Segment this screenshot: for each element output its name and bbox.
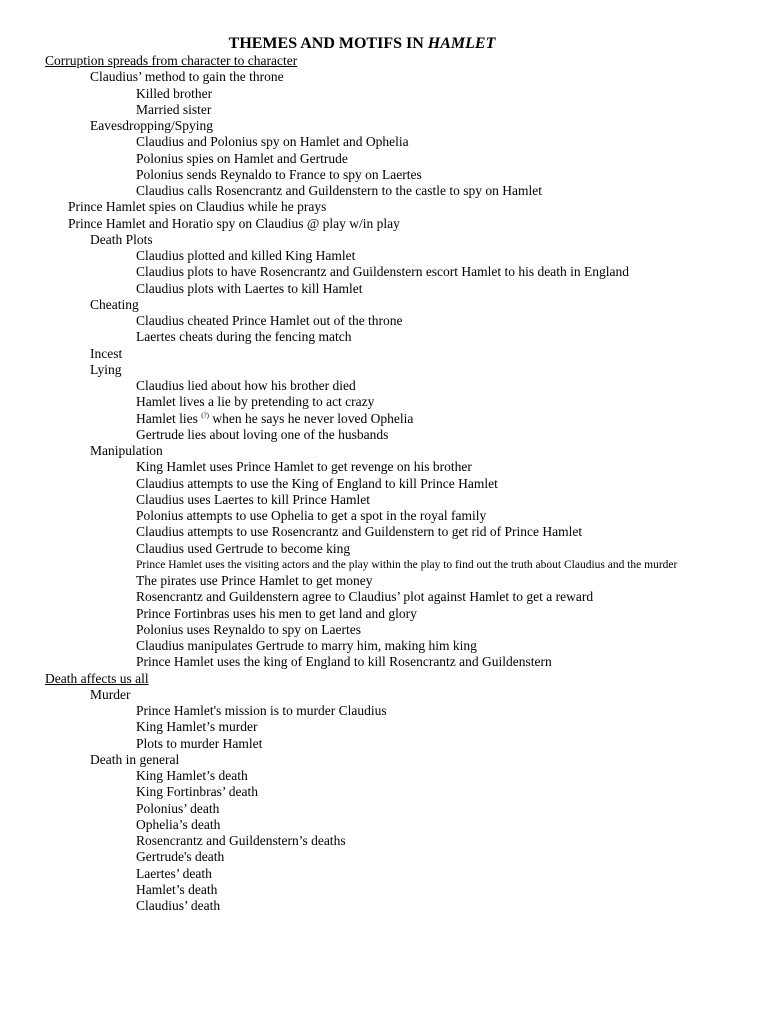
subheading-manipulation: Manipulation — [90, 443, 163, 458]
subheading-death-plots: Death Plots — [90, 231, 153, 247]
list-item: King Hamlet uses Prince Hamlet to get revenge on his brother — [136, 459, 472, 475]
subheading-murder: Murder — [90, 686, 131, 702]
title-prefix: THEMES AND MOTIFS IN — [228, 35, 428, 52]
list-item: Hamlet lies (?) when he says he never loved Ophelia — [136, 410, 414, 426]
list-item: Prince Hamlet spies on Claudius while he prays — [68, 199, 327, 215]
list-item: Hamlet’s death — [136, 881, 218, 897]
section-heading-death: Death affects us all — [45, 670, 149, 686]
list-item: Polonius’ death — [136, 800, 220, 816]
list-item: Claudius cheated Prince Hamlet out of the throne — [136, 313, 403, 328]
list-item: Prince Hamlet and Horatio spy on Claudius @ play w/in play — [68, 215, 400, 231]
list-item: Prince Fortinbras uses his men to get land and glory — [136, 605, 417, 621]
list-item: Prince Hamlet uses the visiting actors and the play within the play to find out the truth about Claudius and the murder — [136, 558, 678, 571]
list-item: Claudius and Polonius spy on Hamlet and Ophelia — [136, 134, 409, 150]
list-item: Married sister — [136, 101, 212, 117]
list-item: Claudius attempts to use Rosencrantz and Guildenstern to get rid of Prince Hamlet — [136, 524, 583, 540]
list-item: The pirates use Prince Hamlet to get money — [136, 573, 373, 588]
list-item: Claudius’ death — [136, 898, 221, 913]
list-item: Polonius sends Reynaldo to France to spy on Laertes — [136, 166, 422, 182]
subheading-cheating: Cheating — [90, 296, 139, 312]
question-superscript: (?) — [201, 411, 210, 419]
list-item: King Hamlet’s death — [136, 768, 248, 783]
section-heading-corruption: Corruption spreads from character to character — [45, 53, 298, 68]
list-item: Laertes cheats during the fencing match — [136, 329, 352, 345]
list-item: Claudius manipulates Gertrude to marry him, making him king — [136, 638, 477, 653]
title-play-name: HAMLET — [427, 35, 496, 52]
subheading-lying: Lying — [90, 361, 122, 377]
list-item: Claudius plotted and killed King Hamlet — [136, 248, 356, 263]
list-item: Claudius used Gertrude to become king — [136, 540, 351, 556]
list-item: Claudius uses Laertes to kill Prince Hamlet — [136, 491, 370, 507]
list-item: Claudius plots to have Rosencrantz and Guildenstern escort Hamlet to his death in England — [136, 264, 630, 280]
list-item: Claudius lied about how his brother died — [136, 378, 356, 393]
list-item: Polonius attempts to use Ophelia to get a spot in the royal family — [136, 508, 487, 523]
list-item: Claudius plots with Laertes to kill Hamlet — [136, 280, 363, 296]
list-item: King Hamlet’s murder — [136, 719, 258, 735]
list-item: Prince Hamlet uses the king of England to kill Rosencrantz and Guildenstern — [136, 654, 552, 670]
list-item: Plots to murder Hamlet — [136, 735, 263, 751]
list-item: Rosencrantz and Guildenstern agree to Claudius’ plot against Hamlet to get a reward — [136, 589, 594, 605]
list-item: Gertrude lies about loving one of the husbands — [136, 426, 389, 442]
list-item: King Fortinbras’ death — [136, 784, 258, 800]
list-item: Gertrude's death — [136, 849, 225, 865]
list-item: Rosencrantz and Guildenstern’s deaths — [136, 833, 346, 848]
list-item: Ophelia’s death — [136, 816, 221, 832]
themes-outline — [45, 53, 760, 914]
list-item: Polonius uses Reynaldo to spy on Laertes — [136, 621, 361, 637]
subheading-incest: Incest — [90, 345, 123, 361]
subheading-claudius-method: Claudius’ method to gain the throne — [90, 69, 284, 85]
list-item: Claudius attempts to use the King of England to kill Prince Hamlet — [136, 475, 498, 491]
list-item: Polonius spies on Hamlet and Gertrude — [136, 150, 348, 166]
list-item: Hamlet lives a lie by pretending to act crazy — [136, 394, 375, 410]
subheading-death-general: Death in general — [90, 751, 180, 767]
list-item: Claudius calls Rosencrantz and Guildenstern to the castle to spy on Hamlet — [136, 183, 543, 198]
subheading-eavesdropping: Eavesdropping/Spying — [90, 118, 213, 133]
list-item: Laertes’ death — [136, 865, 212, 881]
list-item: Killed brother — [136, 85, 213, 101]
page-title — [0, 34, 724, 54]
list-item: Prince Hamlet's mission is to murder Claudius — [136, 703, 387, 718]
